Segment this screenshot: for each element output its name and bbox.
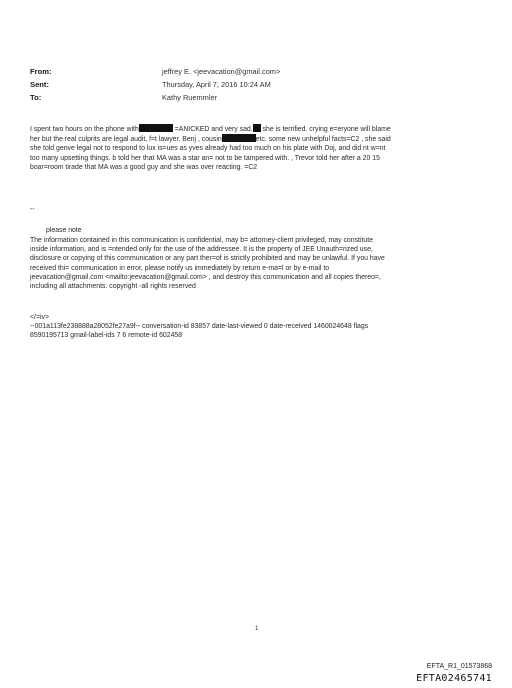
metadata-tag: </=iv> (30, 314, 49, 321)
notice-line: disclosure or copying of this communication or any part ther=of is strictly prohibited and may be unlawful. If you have (30, 255, 385, 263)
notice-line: The information contained in this communication is confidential, may b= attorney-client privileged, may constitute (30, 237, 373, 244)
body-line-1 (30, 124, 492, 134)
notice-line: received thi= communication in error, please notify us immediately by return e-ma=l or by e-mail to (30, 264, 330, 272)
from-label: From: (30, 67, 52, 76)
redaction-block (253, 124, 261, 132)
note-title: please note (46, 227, 82, 234)
email-body (30, 124, 492, 172)
sent-value: Thursday, April 7, 2016 10:24 AM (162, 80, 271, 89)
signature-separator: -- (30, 206, 35, 213)
body-line-5: boar=room tirade that MA was a good guy and she was over reacting. =C2 (30, 163, 258, 171)
body-line-2-part-b: etc. some new unhelpful facts=C2 , she said (255, 136, 391, 144)
to-label: To: (30, 93, 42, 102)
metadata-line: --001a113fe238888a28052fe27a9f-- conversation-id 83857 date-last-viewed 0 date-received 1460024648 flags (30, 323, 369, 331)
page-number: 1 (255, 626, 259, 632)
body-line-1-part-c: she is terrified. crying e=eryone will blame (260, 126, 391, 133)
body-line-3: she told genve legal not to respond to lux is=ues as yves already had too much on his plate with Doj, and did nt w=nt (30, 145, 386, 153)
email-metadata (30, 313, 492, 341)
body-line-2-part-a: her but the real culprits are legal audit, f=t lawyer. Benj , cousin (30, 136, 222, 144)
redaction-block (222, 134, 256, 142)
confidentiality-notice (30, 236, 492, 291)
notice-line: including all attachments. copyright -all rights reserved (30, 283, 196, 291)
redaction-block (139, 124, 173, 132)
sent-label: Sent: (30, 80, 49, 89)
bates-number-small: EFTA_R1_01573868 (426, 663, 492, 670)
to-value: Kathy Ruemmler (162, 93, 218, 102)
body-line-2 (30, 134, 492, 144)
notice-line: jeevacation@gmail.com <mailto:jeevacation@gmail.com> , and destroy this communication and all copies thereo=, (30, 273, 381, 281)
bates-number-large: EFTA02465741 (416, 673, 492, 684)
metadata-line: 8590195713 gmail-label-ids 7 6 remote-id 602458 (30, 332, 183, 340)
from-value: jeffrey E. <jeevacation@gmail.com> (162, 67, 281, 76)
body-line-1-part-b: =ANICKED and very sad. (172, 126, 253, 133)
body-line-1-part-a: I spent two hours on the phone with (30, 126, 139, 133)
body-line-4: too many upsetting things. b told her that MA was a star an= not to be tampered with. , Trevor told her after a 20 15 (30, 154, 380, 162)
notice-line: inside information, and is =ntended only for the use of the addressee. It is the property of JEE Unauth=rized use, (30, 246, 373, 254)
